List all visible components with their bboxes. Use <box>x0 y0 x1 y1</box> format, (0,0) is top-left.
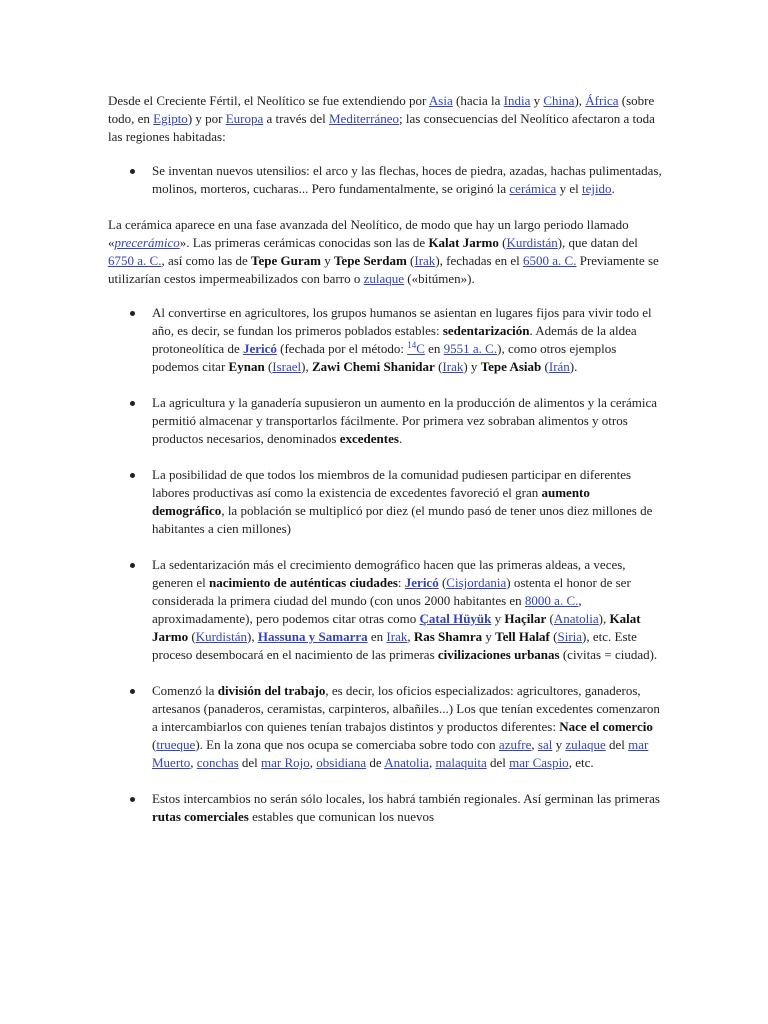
text: (civitas = ciudad). <box>559 647 658 662</box>
text: ), <box>574 93 586 108</box>
link-anatolia[interactable]: Anatolia <box>553 611 599 626</box>
ceramica-paragraph <box>108 216 664 288</box>
text: Comenzó la <box>152 683 218 698</box>
text: y <box>482 629 496 644</box>
text: de <box>366 755 385 770</box>
text: Hassuna y Samarra <box>257 629 368 644</box>
text: y <box>491 611 505 626</box>
text: . Además de la aldea protoneolítica de <box>152 323 637 356</box>
link-mar-rojo[interactable]: mar Rojo <box>261 755 310 770</box>
text: ; las consecuencias del Neolítico afectaron a toda las regiones habitadas: <box>108 111 655 144</box>
text: y el <box>556 181 582 196</box>
text: (fechada por el método: <box>276 341 408 356</box>
bullet-list-2 <box>108 304 664 826</box>
list-item <box>108 556 664 664</box>
bold-term: Tell Halaf <box>495 629 550 644</box>
bold-term: civilizaciones urbanas <box>437 647 560 662</box>
intro-paragraph <box>108 92 664 146</box>
text: . <box>398 431 403 446</box>
text: . <box>611 181 615 196</box>
text: ) ostenta el honor de ser considerada la primera ciudad del mundo (con unos 2000 habitantes en <box>152 575 631 608</box>
text: La sedentarización más el crecimiento demográfico hacen que las primeras aldeas, a veces, generen el <box>152 557 626 590</box>
text: ). <box>569 359 578 374</box>
text: : <box>397 575 405 590</box>
text: , <box>428 755 436 770</box>
link-iran[interactable]: Irán <box>548 359 570 374</box>
text: ( <box>549 629 558 644</box>
list-item <box>108 304 664 376</box>
list-item <box>108 790 664 826</box>
link-mar-caspio[interactable]: mar Caspio <box>509 755 569 770</box>
link-zulaque[interactable]: zulaque <box>363 271 404 286</box>
text: ( <box>264 359 273 374</box>
link-zulaque[interactable]: zulaque <box>565 737 606 752</box>
bold-term: división del trabajo <box>217 683 326 698</box>
link-8000[interactable]: 8000 a. C. <box>524 593 579 608</box>
list-item <box>108 394 664 448</box>
text: C <box>416 341 425 356</box>
text: ( <box>188 629 196 644</box>
text: («bitúmen»). <box>404 271 475 286</box>
link-mediterraneo[interactable]: Mediterráneo <box>328 111 400 126</box>
text: ( <box>541 359 549 374</box>
link-asia[interactable]: Asia <box>428 93 453 108</box>
bold-term: nacimiento de auténticas ciudades <box>209 575 398 590</box>
link-trueque[interactable]: trueque <box>156 737 196 752</box>
link-israel[interactable]: Israel <box>272 359 302 374</box>
bold-term: excedentes <box>339 431 399 446</box>
text: del <box>238 755 262 770</box>
link-azufre[interactable]: azufre <box>498 737 532 752</box>
text: ) y por <box>187 111 226 126</box>
text: Previamente se utilizarían cestos impermeabilizados con barro o <box>108 253 659 286</box>
text: Desde el Creciente Fértil, el Neolítico se fue extendiendo por <box>108 93 429 108</box>
text: ( <box>498 235 507 250</box>
text: en <box>424 341 444 356</box>
text: ), que datan del <box>557 235 638 250</box>
text: ), etc. Este proceso desembocará en el nacimiento de las primeras <box>152 629 637 662</box>
link-anatolia[interactable]: Anatolia <box>384 755 429 770</box>
document-body <box>108 92 664 844</box>
text: estables que comunican los nuevos <box>248 809 435 824</box>
text: Al convertirse en agricultores, los grupos humanos se asientan en lugares fijos para vivir todo el año, es decir, se fundan los primeros poblados estables: <box>152 305 652 338</box>
link-kurdistan[interactable]: Kurdistán <box>195 629 247 644</box>
link-sal[interactable]: sal <box>537 737 553 752</box>
text: ( <box>434 359 443 374</box>
text: , etc. <box>568 755 594 770</box>
bold-term: Nace el comercio <box>559 719 653 734</box>
bold-term: Kalat Jarmo <box>152 611 641 644</box>
text: 14 <box>407 340 417 350</box>
link-preceramico[interactable] <box>115 235 180 250</box>
link-siria[interactable]: Siria <box>557 629 583 644</box>
text: Jericó <box>242 341 277 356</box>
text: (hacia la <box>452 93 504 108</box>
text: y <box>552 737 566 752</box>
link-6750[interactable]: 6750 a. C. <box>108 253 162 268</box>
text: a través del <box>263 111 329 126</box>
bold-term: Kalat Jarmo <box>428 235 499 250</box>
text: ), fechadas en el <box>435 253 524 268</box>
text: La agricultura y la ganadería supusieron un aumento en la producción de alimentos y la cerámica permitió almacenar y transportarlos fácilmente. Por primera vez sobraban alimentos y otros productos necesarios, denominados <box>152 395 657 446</box>
text: Estos intercambios no serán sólo locales, los habrá también regionales. Así germinan las primeras <box>152 791 660 806</box>
text: Se inventan nuevos utensilios: el arco y las flechas, hoces de piedra, azadas, hachas pulimentadas, molinos, morteros, cucharas... Pero fundamentalmente, se originó la <box>152 163 662 196</box>
text: Çatal Hüyük <box>419 611 492 626</box>
text: (sobre todo, en <box>108 93 655 126</box>
link-irak[interactable]: Irak <box>442 359 464 374</box>
text: , es decir, los oficios especializados: agricultores, ganaderos, artesanos (panaderos, ceramistas, carpinteros, albañiles...) Los que tenían excedentes comenzaron a intercambiarlos con quienes tenían trabajos distintos y productos diferentes: <box>152 683 660 734</box>
text: , <box>190 755 197 770</box>
text: del <box>486 755 510 770</box>
text: ), <box>246 629 258 644</box>
list-item <box>108 466 664 538</box>
text: , la población se multiplicó por diez (el mundo pasó de tener unos diez millones de habitantes a cien millones) <box>152 503 653 536</box>
link-obsidiana[interactable]: obsidiana <box>316 755 367 770</box>
bold-term: Tepe Guram <box>251 253 321 268</box>
text: ), como otros ejemplos podemos citar <box>152 341 617 374</box>
link-china[interactable]: China <box>543 93 575 108</box>
text: ( <box>152 737 157 752</box>
link-irak[interactable]: Irak <box>414 253 436 268</box>
text: en <box>367 629 387 644</box>
bold-term: sedentarización <box>442 323 530 338</box>
link-c14[interactable] <box>407 341 425 356</box>
text: , <box>407 629 414 644</box>
bold-term: Eynan <box>228 359 265 374</box>
link-africa[interactable]: África <box>585 93 619 108</box>
link-9551[interactable]: 9551 a. C. <box>443 341 498 356</box>
link-jerico[interactable] <box>405 575 439 590</box>
text: , aproximadamente), pero podemos citar otras como <box>152 593 582 626</box>
text: ). En la zona que nos ocupa se comerciaba sobre todo con <box>195 737 499 752</box>
link-jerico[interactable] <box>243 341 277 356</box>
bold-term: aumento demográfico <box>152 485 590 518</box>
text: precerámico <box>114 235 180 250</box>
link-conchas[interactable]: conchas <box>196 755 239 770</box>
link-tejido[interactable]: tejido <box>581 181 612 196</box>
link-hassuna-samarra[interactable] <box>258 629 368 644</box>
text: ), <box>301 359 312 374</box>
text: ( <box>406 253 415 268</box>
bold-term: Tepe Asiab <box>480 359 542 374</box>
link-catal-huyuk[interactable] <box>420 611 492 626</box>
list-item <box>108 162 664 198</box>
bold-term: Tepe Serdam <box>333 253 407 268</box>
link-europa[interactable]: Europa <box>225 111 264 126</box>
bold-term: Haçilar <box>504 611 547 626</box>
text: ) y <box>463 359 481 374</box>
text: y <box>530 93 544 108</box>
link-mar-muerto[interactable]: mar Muerto <box>152 737 649 770</box>
text: Jericó <box>404 575 439 590</box>
bold-term: Zawi Chemi Shanidar <box>312 359 435 374</box>
link-kurdistan[interactable]: Kurdistán <box>506 235 558 250</box>
text: La posibilidad de que todos los miembros de la comunidad pudiesen participar en diferentes labores productivas así como la existencia de excedentes favoreció el gran <box>152 467 632 500</box>
link-india[interactable]: India <box>503 93 531 108</box>
text: ( <box>438 575 447 590</box>
link-cisjordania[interactable]: Cisjordania <box>446 575 507 590</box>
link-6500[interactable]: 6500 a. C. <box>523 253 577 268</box>
link-ceramica[interactable]: cerámica <box>509 181 557 196</box>
text: , <box>309 755 317 770</box>
text: ». Las primeras cerámicas conocidas son las de <box>179 235 429 250</box>
bold-term: Ras Shamra <box>413 629 483 644</box>
link-egipto[interactable]: Egipto <box>153 111 188 126</box>
text: y <box>320 253 334 268</box>
text: , <box>531 737 538 752</box>
text: , así como las de <box>161 253 251 268</box>
text: ( <box>546 611 554 626</box>
link-malaquita[interactable]: malaquita <box>435 755 487 770</box>
bold-term: rutas comerciales <box>152 809 249 824</box>
text: del <box>605 737 629 752</box>
link-irak[interactable]: Irak <box>386 629 408 644</box>
bullet-list-1 <box>108 162 664 198</box>
text: ), <box>598 611 610 626</box>
text: La cerámica aparece en una fase avanzada del Neolítico, de modo que hay un largo periodo llamado « <box>108 217 629 250</box>
list-item <box>108 682 664 772</box>
